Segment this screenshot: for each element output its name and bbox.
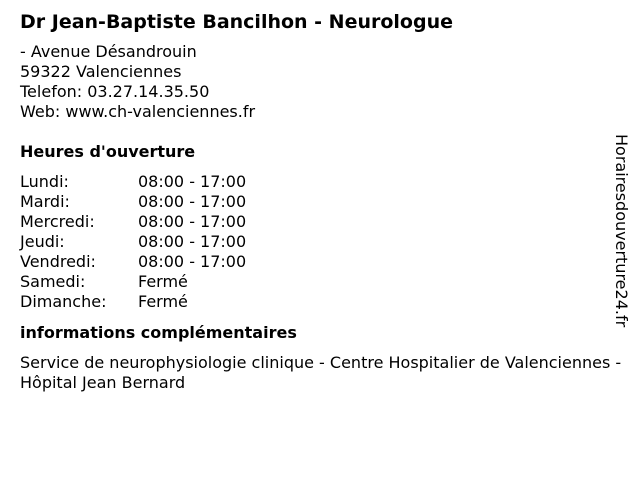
hours-value: Fermé bbox=[138, 292, 188, 311]
hours-row-monday bbox=[20, 172, 632, 192]
additional-info-heading: informations complémentaires bbox=[20, 323, 297, 342]
opening-hours-table bbox=[20, 172, 632, 312]
hours-value: 08:00 - 17:00 bbox=[138, 232, 247, 251]
city-postcode: 59322 Valenciennes bbox=[20, 62, 182, 81]
hours-row-tuesday bbox=[20, 192, 632, 212]
day-label: Vendredi: bbox=[20, 252, 96, 271]
hours-row-saturday bbox=[20, 272, 632, 292]
hours-value: Fermé bbox=[138, 272, 188, 291]
day-label: Mercredi: bbox=[20, 212, 95, 231]
listing-card bbox=[20, 10, 632, 393]
day-label: Samedi: bbox=[20, 272, 86, 291]
website: Web: www.ch-valenciennes.fr bbox=[20, 102, 256, 121]
day-label: Mardi: bbox=[20, 192, 70, 211]
site-watermark: Horairesdouverture24.fr bbox=[612, 134, 631, 328]
day-label: Lundi: bbox=[20, 172, 69, 191]
day-label: Jeudi: bbox=[20, 232, 65, 251]
hours-value: 08:00 - 17:00 bbox=[138, 192, 247, 211]
day-label: Dimanche: bbox=[20, 292, 107, 311]
hours-value: 08:00 - 17:00 bbox=[138, 212, 247, 231]
hours-value: 08:00 - 17:00 bbox=[138, 172, 247, 191]
phone-number: Telefon: 03.27.14.35.50 bbox=[20, 82, 210, 101]
hours-row-thursday bbox=[20, 232, 632, 252]
address-block bbox=[20, 42, 632, 122]
page-title: Dr Jean-Baptiste Bancilhon - Neurologue bbox=[20, 11, 453, 33]
hours-row-sunday bbox=[20, 292, 632, 312]
opening-hours-heading: Heures d'ouverture bbox=[20, 142, 196, 161]
hours-value: 08:00 - 17:00 bbox=[138, 252, 247, 271]
hours-row-friday bbox=[20, 252, 632, 272]
street-address: - Avenue Désandrouin bbox=[20, 42, 197, 61]
hours-row-wednesday bbox=[20, 212, 632, 232]
additional-info-text: Service de neurophysiologie clinique - Centre Hospitalier de Valenciennes - Hôpital Jean Bernard bbox=[20, 353, 622, 392]
